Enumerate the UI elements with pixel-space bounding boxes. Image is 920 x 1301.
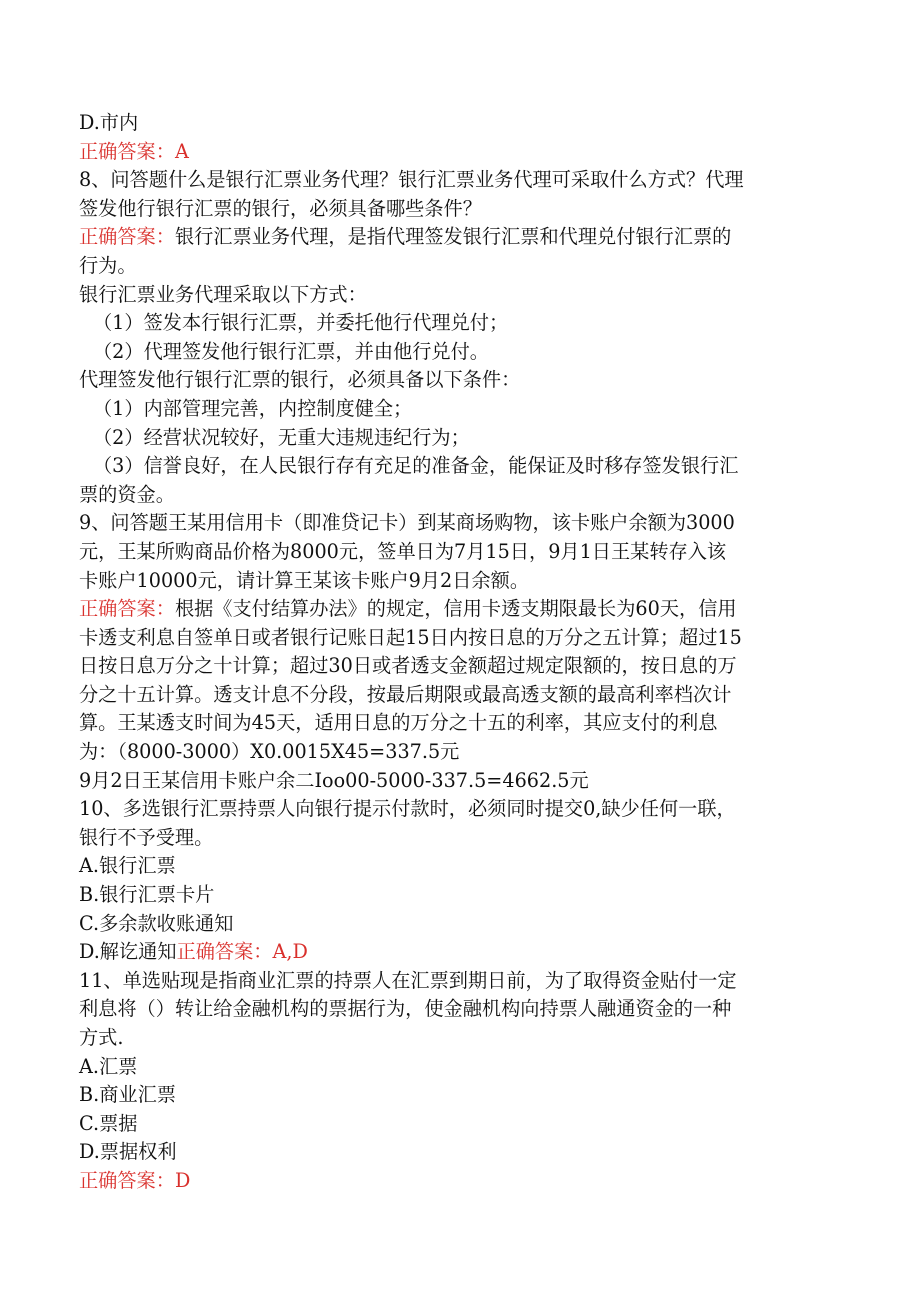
q8-line-7: （1）内部管理完善，内控制度健全；: [93, 396, 413, 420]
answer-label: 正确答案：: [79, 139, 175, 163]
answer-label: 正确答案：: [79, 225, 175, 249]
answer-value: D: [174, 1168, 191, 1192]
q8-line-10: 票的资金。: [79, 482, 175, 506]
q11-question-line-3: 方式.: [79, 1026, 124, 1049]
q11-question-line-2: 利息将（）转让给金融机构的票据行为，使金融机构向持票人融通资金的一种: [79, 997, 732, 1021]
document-page: [79, 109, 845, 1196]
q9-question-line-1: 9、问答题王某用信用卡（即准贷记卡）到某商场购物，该卡账户余额为3000: [79, 511, 735, 535]
q8-line-6: 代理签发他行银行汇票的银行，必须具备以下条件：: [79, 368, 521, 392]
q10-question-line-1: 10、多选银行汇票持票人向银行提示付款时，必须同时提交0,缺少任何一联，: [79, 797, 736, 821]
q8-line-9: （3）信誉良好，在人民银行存有充足的准备金，能保证及时移存签发银行汇: [93, 454, 739, 478]
q8-line-5: （2）代理签发他行银行汇票，并由他行兑付。: [93, 339, 489, 363]
q11-option-c: C.票据: [79, 1111, 138, 1135]
q9-line-9: 9月2日王某信用卡账户余二Ioo00-5000-337.5=4662.5元: [79, 768, 589, 792]
q8-answer: [79, 223, 845, 252]
q9-answer: [79, 595, 845, 624]
q9-question-line-3: 卡账户10000元，请计算王某该卡账户9月2日余额。: [79, 568, 530, 592]
q9-line-8: 为：（8000-3000）X0.0015X45=337.5元: [79, 740, 460, 764]
q8-line-8: （2）经营状况较好，无重大违规违纪行为；: [93, 425, 470, 449]
answer-label: 正确答案：: [79, 597, 175, 621]
q10-option-b: B.银行汇票卡片: [79, 883, 215, 907]
q9-line-7: 算。王某透支时间为45天，适用日息的万分之十五的利率，其应支付的利息: [79, 711, 718, 735]
q8-question-line-1: 8、问答题什么是银行汇票业务代理？银行汇票业务代理可采取什么方式？代理: [79, 168, 744, 192]
answer-label: 正确答案：: [79, 1168, 175, 1192]
q10-option-c: C.多余款收账通知: [79, 911, 234, 935]
q7-answer: [79, 138, 845, 167]
q10-option-d-answer: [79, 938, 845, 967]
q9-answer-text: 根据《支付结算办法》的规定，信用卡透支期限最长为60天，信用: [174, 597, 737, 621]
answer-value: A,D: [272, 940, 308, 964]
q9-question-line-2: 元，王某所购商品价格为8000元，签单日为7月15日，9月1日王某转存入该: [79, 539, 727, 563]
q9-line-5: 日按日息万分之十计算；超过30日或者透支金额超过规定限额的，按日息的万: [79, 654, 737, 678]
answer-label: 正确答案：: [176, 940, 273, 964]
q11-option-b: B.商业汇票: [79, 1083, 176, 1107]
q10-option-a: A.银行汇票: [79, 854, 176, 878]
q11-answer: [79, 1167, 845, 1196]
q10-option-d: D.解讫通知: [79, 940, 177, 964]
q7-option-d: D.市内: [79, 111, 139, 134]
q10-question-line-2: 银行不予受理。: [79, 825, 214, 849]
q8-line-3: 银行汇票业务代理采取以下方式：: [79, 282, 367, 306]
q9-line-4: 卡透支利息自签单日或者银行记账日起15日内按日息的万分之五计算；超过15: [79, 625, 742, 649]
q8-question-line-2: 签发他行银行汇票的银行，必须具备哪些条件？: [79, 196, 482, 220]
q11-option-d: D.票据权利: [79, 1140, 177, 1164]
q8-line-4: （1）签发本行银行汇票，并委托他行代理兑付；: [93, 311, 509, 335]
q11-question-line-1: 11、单选贴现是指商业汇票的持票人在汇票到期日前，为了取得资金贴付一定: [79, 968, 737, 992]
q11-option-a: A.汇票: [79, 1054, 138, 1078]
q9-line-6: 分之十五计算。透支计息不分段，按最后期限或最高透支额的最高利率档次计: [79, 682, 732, 706]
q8-answer-text: 银行汇票业务代理，是指代理签发银行汇票和代理兑付银行汇票的: [174, 225, 732, 249]
answer-value: A: [174, 139, 189, 163]
q8-answer-line-2: 行为。: [79, 253, 137, 277]
